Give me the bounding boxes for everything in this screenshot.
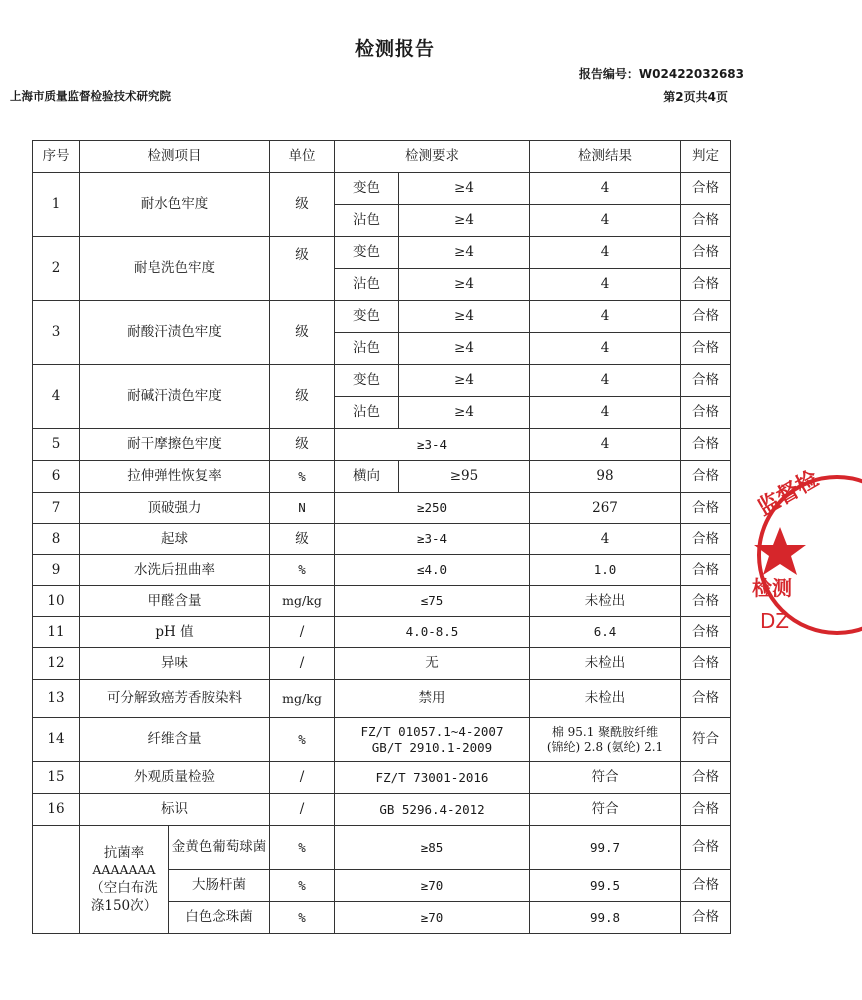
- table-row: [33, 173, 731, 205]
- test-item: 耐碱汗渍色牢度: [80, 365, 270, 429]
- unit-cell: %: [270, 718, 335, 762]
- header-cell: 判定: [681, 141, 731, 173]
- requirement: ≥3-4: [335, 524, 530, 555]
- requirement: ≥4: [399, 333, 530, 365]
- bacteria-name: 白色念珠菌: [169, 902, 270, 934]
- report-number: 报告编号：W02422032683: [578, 67, 744, 81]
- row-number: 13: [33, 680, 80, 718]
- verdict: 合格: [681, 524, 731, 555]
- requirement: [335, 718, 530, 762]
- unit-cell: /: [270, 648, 335, 680]
- test-item: 耐酸汗渍色牢度: [80, 301, 270, 365]
- row-number: 8: [33, 524, 80, 555]
- test-item: 水洗后扭曲率: [80, 555, 270, 586]
- verdict: 合格: [681, 555, 731, 586]
- result: 4: [530, 333, 681, 365]
- verdict: 合格: [681, 493, 731, 524]
- requirement: ≥4: [399, 205, 530, 237]
- bacteria-name: 金黄色葡萄球菌: [169, 826, 270, 870]
- antibacterial-label-line: 涤150次）: [90, 898, 158, 915]
- verdict: 合格: [681, 870, 731, 902]
- verdict: 合格: [681, 586, 731, 617]
- verdict: 合格: [681, 762, 731, 794]
- table-row: [33, 762, 731, 794]
- verdict: 合格: [681, 205, 731, 237]
- verdict: 合格: [681, 794, 731, 826]
- verdict: 合格: [681, 365, 731, 397]
- result: 未检出: [530, 648, 681, 680]
- report-title: 检测报告: [354, 38, 435, 60]
- test-item: 甲醛含量: [80, 586, 270, 617]
- table-row: [33, 617, 731, 648]
- result: 267: [530, 493, 681, 524]
- requirement: ≥4: [399, 301, 530, 333]
- row-number: 7: [33, 493, 80, 524]
- requirement: ≥4: [399, 173, 530, 205]
- table-row: [33, 493, 731, 524]
- unit-cell: %: [270, 826, 335, 870]
- sub-label: 沾色: [335, 205, 399, 237]
- test-item: 标识: [80, 794, 270, 826]
- table-row: [33, 461, 731, 493]
- unit-cell: /: [270, 617, 335, 648]
- test-item: 顶破强力: [80, 493, 270, 524]
- result: 4: [530, 205, 681, 237]
- result: 4: [530, 301, 681, 333]
- row-number: 10: [33, 586, 80, 617]
- row-number: 6: [33, 461, 80, 493]
- table-header-row: [33, 141, 731, 173]
- requirement: ≥70: [335, 902, 530, 934]
- table-row: [33, 794, 731, 826]
- row-number: 12: [33, 648, 80, 680]
- unit-cell: mg/kg: [270, 586, 335, 617]
- requirement: ≥4: [399, 269, 530, 301]
- result: 4: [530, 237, 681, 269]
- antibacterial-label: [80, 826, 169, 934]
- requirement: ≤4.0: [335, 555, 530, 586]
- requirement: GB 5296.4-2012: [335, 794, 530, 826]
- requirement: 禁用: [335, 680, 530, 718]
- table-row: [33, 826, 731, 870]
- empty-cell: [33, 826, 80, 934]
- requirement: ≥3-4: [335, 429, 530, 461]
- unit-cell: 级: [270, 237, 335, 301]
- requirement: ≤75: [335, 586, 530, 617]
- requirement: ≥85: [335, 826, 530, 870]
- result: 4: [530, 173, 681, 205]
- unit-cell: /: [270, 762, 335, 794]
- verdict: 合格: [681, 269, 731, 301]
- result: 99.5: [530, 870, 681, 902]
- sub-label: 沾色: [335, 269, 399, 301]
- header-cell: 序号: [33, 141, 80, 173]
- result: 6.4: [530, 617, 681, 648]
- verdict: 合格: [681, 648, 731, 680]
- test-item: 可分解致癌芳香胺染料: [80, 680, 270, 718]
- requirement: ≥4: [399, 237, 530, 269]
- row-number: 3: [33, 301, 80, 365]
- requirement-line: GB/T 2910.1-2009: [371, 739, 493, 755]
- test-item: pH 值: [80, 617, 270, 648]
- unit-cell: N: [270, 493, 335, 524]
- sub-label: 变色: [335, 173, 399, 205]
- requirement: ≥4: [399, 365, 530, 397]
- unit-cell: 级: [270, 301, 335, 365]
- test-item: 耐皂洗色牢度: [80, 237, 270, 301]
- header-cell: 检测项目: [80, 141, 270, 173]
- verdict: 符合: [681, 718, 731, 762]
- sub-label: 变色: [335, 365, 399, 397]
- requirement: 无: [335, 648, 530, 680]
- unit-cell: 级: [270, 429, 335, 461]
- verdict: 合格: [681, 237, 731, 269]
- table-row: [33, 429, 731, 461]
- seal-code: DZ: [760, 609, 790, 633]
- unit-cell: %: [270, 555, 335, 586]
- antibacterial-label-line: （空白布洗: [90, 879, 158, 896]
- test-results-table: [32, 140, 731, 934]
- table-row: [33, 237, 731, 269]
- requirement: ≥4: [399, 397, 530, 429]
- table-row: [33, 680, 731, 718]
- result: 4: [530, 524, 681, 555]
- verdict: 合格: [681, 301, 731, 333]
- official-seal: [752, 465, 862, 645]
- page-indicator: 第2页共4页: [663, 90, 728, 104]
- row-number: 2: [33, 237, 80, 301]
- requirement: FZ/T 73001-2016: [335, 762, 530, 794]
- result: 4: [530, 397, 681, 429]
- requirement: 4.0-8.5: [335, 617, 530, 648]
- requirement: ≥95: [399, 461, 530, 493]
- test-item: 异味: [80, 648, 270, 680]
- requirement: ≥250: [335, 493, 530, 524]
- result: 99.8: [530, 902, 681, 934]
- test-item: 起球: [80, 524, 270, 555]
- row-number: 1: [33, 173, 80, 237]
- unit-cell: /: [270, 794, 335, 826]
- header-cell: 检测要求: [335, 141, 530, 173]
- verdict: 合格: [681, 333, 731, 365]
- seal-top-text: 监督检: [753, 466, 824, 522]
- verdict: 合格: [681, 680, 731, 718]
- requirement-line: FZ/T 01057.1~4-2007: [360, 723, 504, 739]
- result: 98: [530, 461, 681, 493]
- result-line: (锦纶) 2.8 (氨纶) 2.1: [546, 739, 664, 754]
- result: 1.0: [530, 555, 681, 586]
- unit-cell: %: [270, 902, 335, 934]
- sub-label: 沾色: [335, 333, 399, 365]
- antibacterial-label-line: AAAAAAA: [92, 861, 156, 877]
- result: 4: [530, 365, 681, 397]
- sub-label: 变色: [335, 237, 399, 269]
- test-item: 拉伸弹性恢复率: [80, 461, 270, 493]
- verdict: 合格: [681, 461, 731, 493]
- table-row: [33, 365, 731, 397]
- table-row: [33, 524, 731, 555]
- verdict: 合格: [681, 902, 731, 934]
- bacteria-name: 大肠杆菌: [169, 870, 270, 902]
- table-row: [33, 718, 731, 762]
- unit-cell: %: [270, 461, 335, 493]
- result: 符合: [530, 794, 681, 826]
- result: 4: [530, 269, 681, 301]
- row-number: 11: [33, 617, 80, 648]
- row-number: 15: [33, 762, 80, 794]
- unit-cell: 级: [270, 524, 335, 555]
- result: [530, 718, 681, 762]
- header-cell: 检测结果: [530, 141, 681, 173]
- unit-cell: mg/kg: [270, 680, 335, 718]
- row-number: 9: [33, 555, 80, 586]
- result: 4: [530, 429, 681, 461]
- header-cell: 单位: [270, 141, 335, 173]
- table-row: [33, 648, 731, 680]
- sub-label: 沾色: [335, 397, 399, 429]
- verdict: 合格: [681, 429, 731, 461]
- verdict: 合格: [681, 173, 731, 205]
- table-row: [33, 586, 731, 617]
- verdict: 合格: [681, 617, 731, 648]
- seal-bottom-text: 检测: [752, 576, 792, 600]
- unit-cell: %: [270, 870, 335, 902]
- result: 符合: [530, 762, 681, 794]
- verdict: 合格: [681, 397, 731, 429]
- test-item: 耐水色牢度: [80, 173, 270, 237]
- row-number: 5: [33, 429, 80, 461]
- sub-label: 横向: [335, 461, 399, 493]
- result: 未检出: [530, 680, 681, 718]
- result: 99.7: [530, 826, 681, 870]
- requirement: ≥70: [335, 870, 530, 902]
- row-number: 16: [33, 794, 80, 826]
- test-item: 外观质量检验: [80, 762, 270, 794]
- result-line: 棉 95.1 聚酰胺纤维: [551, 724, 659, 739]
- verdict: 合格: [681, 826, 731, 870]
- result: 未检出: [530, 586, 681, 617]
- antibacterial-label-line: 抗菌率: [103, 844, 145, 861]
- table-row: [33, 301, 731, 333]
- unit-cell: 级: [270, 173, 335, 237]
- test-item: 纤维含量: [80, 718, 270, 762]
- sub-label: 变色: [335, 301, 399, 333]
- unit-cell: 级: [270, 365, 335, 429]
- row-number: 14: [33, 718, 80, 762]
- institute-name: 上海市质量监督检验技术研究院: [10, 89, 171, 103]
- row-number: 4: [33, 365, 80, 429]
- test-item: 耐干摩擦色牢度: [80, 429, 270, 461]
- table-row: [33, 555, 731, 586]
